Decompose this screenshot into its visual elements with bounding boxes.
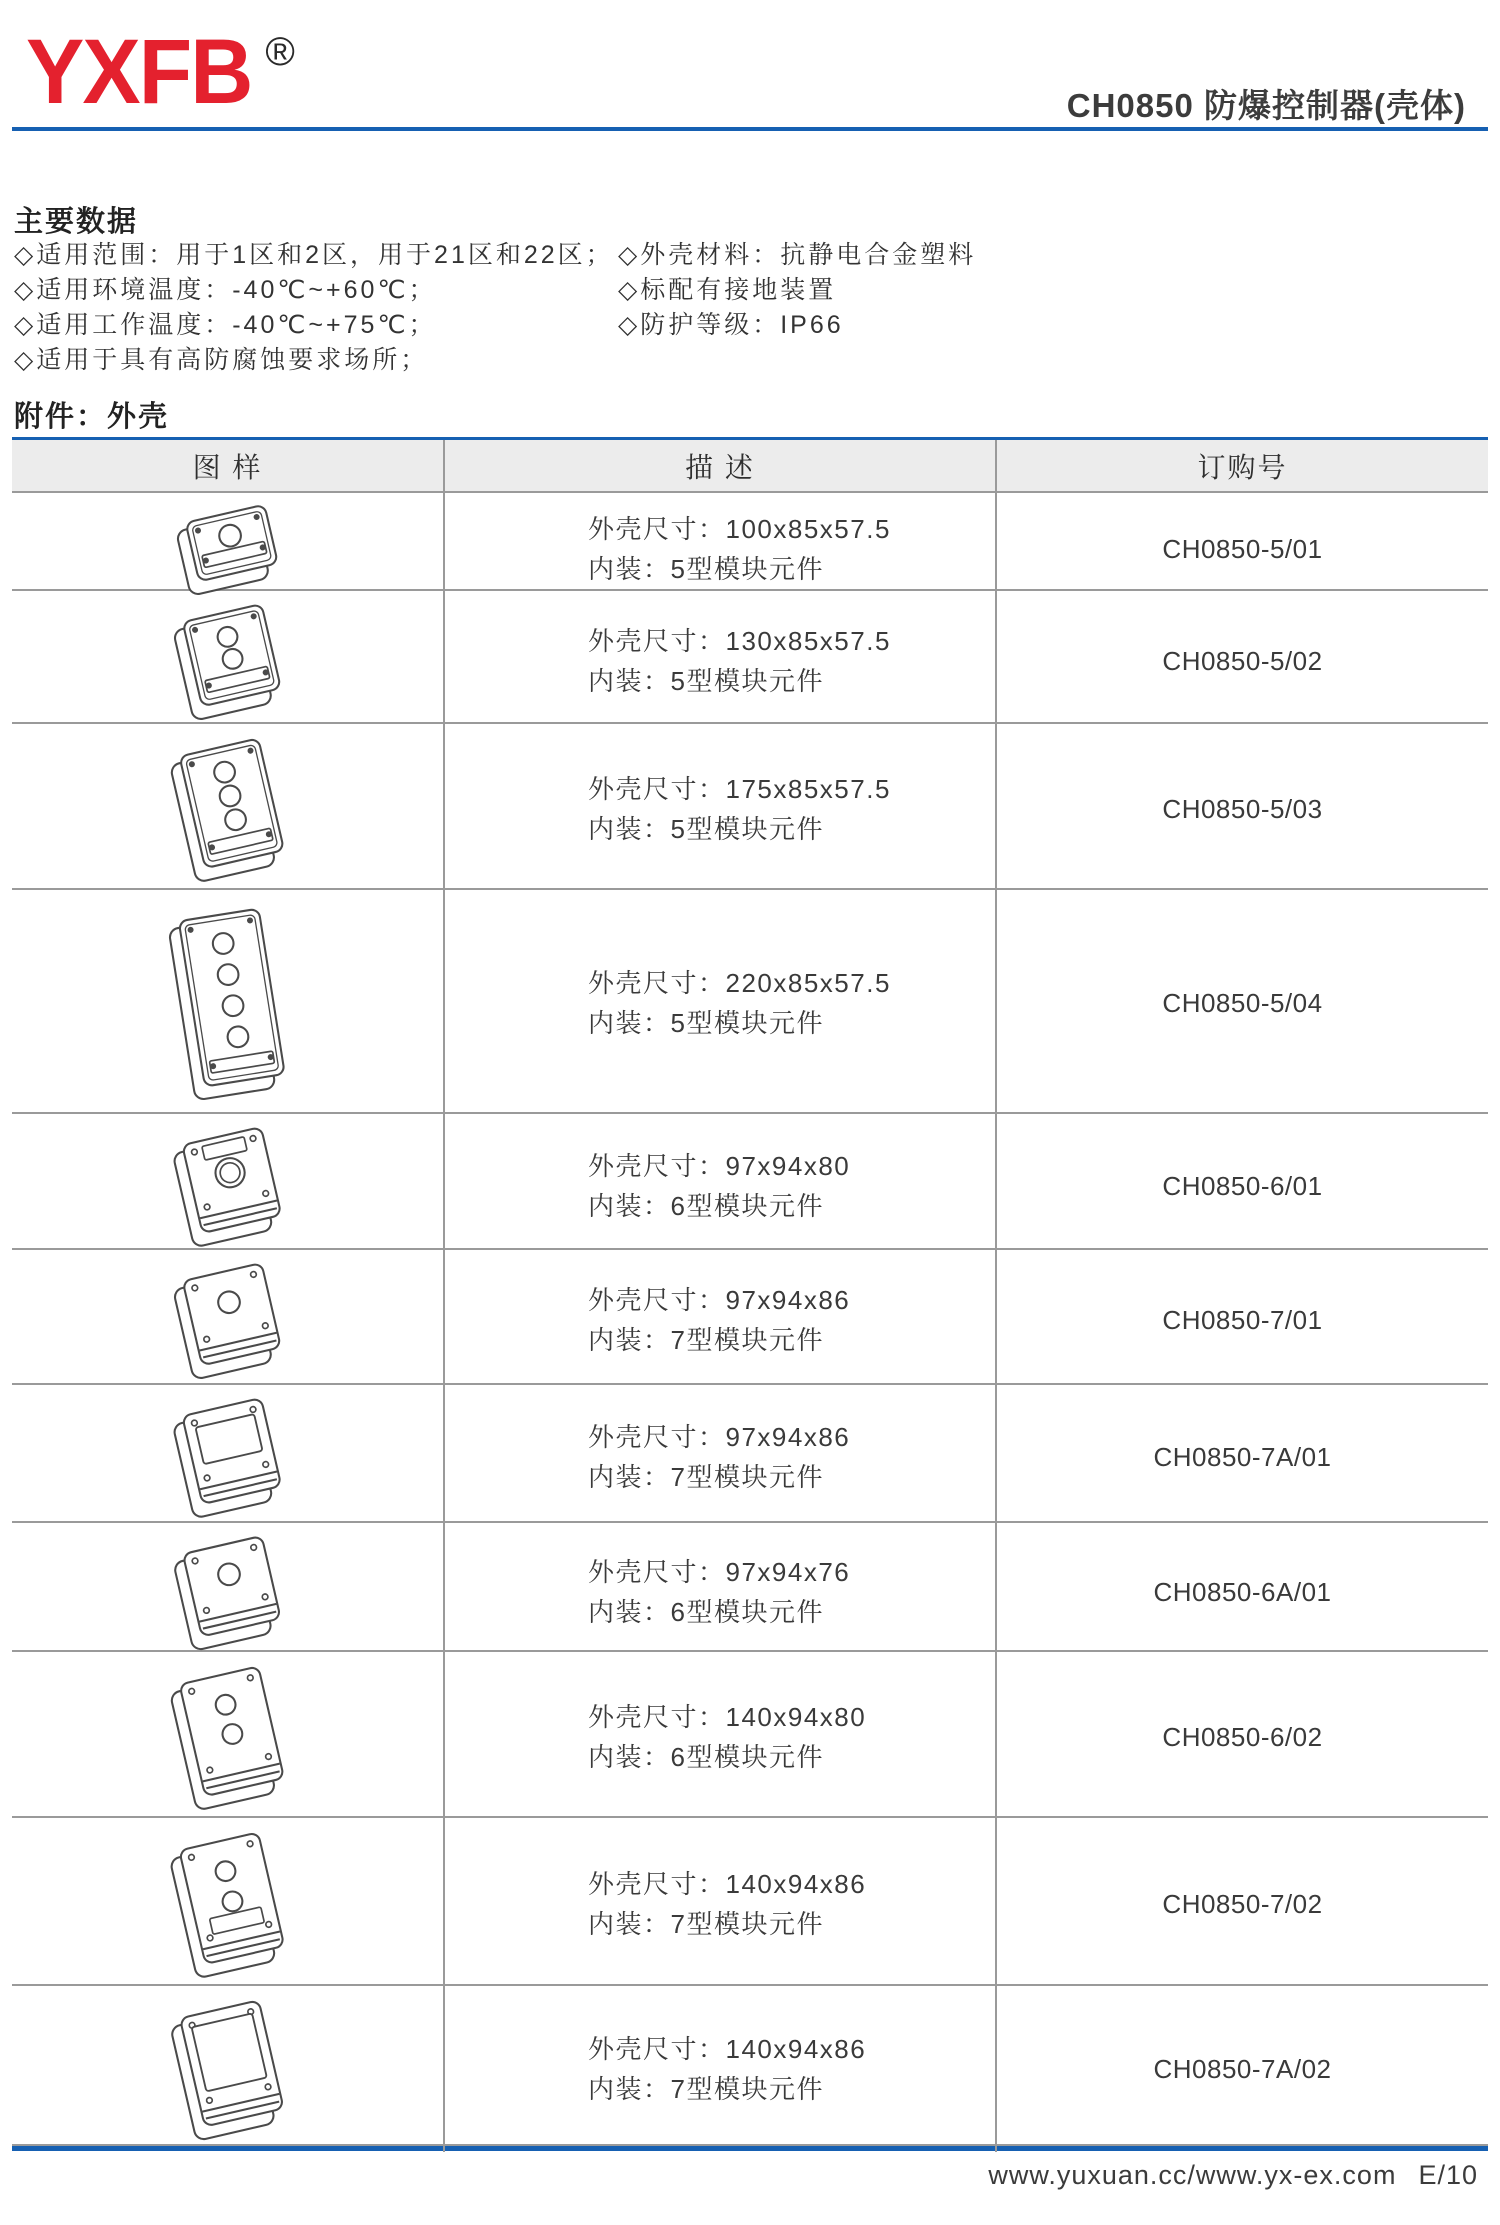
cell-image [12, 1114, 445, 1258]
page-title: CH0850 防爆控制器(壳体) [1066, 87, 1466, 124]
description-size: 外壳尺寸：140x94x86 [588, 1869, 867, 1899]
description-size: 外壳尺寸：175x85x57.5 [588, 774, 891, 804]
cell-order-number: CH0850-7A/02 [1153, 2053, 1332, 2084]
cell-description [445, 493, 997, 605]
cell-description [445, 1114, 997, 1258]
cell-image [12, 1385, 445, 1529]
spec-list-left [14, 238, 614, 378]
description-size: 外壳尺寸：140x94x80 [588, 1702, 867, 1732]
description-module: 内装：6型模块元件 [588, 1597, 824, 1627]
description-size: 外壳尺寸：97x94x86 [588, 1285, 851, 1315]
attachment-heading: 附件：外壳 [14, 401, 170, 433]
description-module: 内装：5型模块元件 [588, 1008, 824, 1038]
cell-order-number: CH0850-7A/01 [1153, 1441, 1332, 1472]
description-size: 外壳尺寸：97x94x76 [588, 1557, 851, 1587]
page-footer [988, 2160, 1478, 2191]
cell-order-number: CH0850-5/02 [1162, 645, 1323, 676]
cell-image [12, 1250, 445, 1390]
main-data-heading: 主要数据 [14, 206, 139, 238]
table-row [12, 1114, 1488, 1250]
enclosure-drawing [157, 729, 299, 889]
description-module: 内装：5型模块元件 [588, 554, 824, 584]
cell-order-number: CH0850-6/01 [1162, 1170, 1323, 1201]
enclosure-drawing [157, 595, 299, 727]
enclosure-drawing [157, 1118, 299, 1253]
cell-description [445, 1250, 997, 1390]
cell-description [445, 1385, 997, 1529]
cell-order-number: CH0850-5/03 [1162, 793, 1323, 824]
description-size: 外壳尺寸：220x85x57.5 [588, 968, 891, 998]
cell-description [445, 724, 997, 894]
description-module: 内装：7型模块元件 [588, 2074, 824, 2104]
cell-order-number: CH0850-7/01 [1162, 1304, 1323, 1335]
enclosure-drawing [157, 1254, 299, 1386]
spec-line-left-2: ◇适用环境温度：-40℃~+60℃； [14, 276, 437, 304]
cell-image [12, 591, 445, 731]
spec-line-right-3: ◇防护等级：IP66 [618, 311, 844, 339]
enclosure-drawing [157, 1991, 299, 2147]
description-size: 外壳尺寸：100x85x57.5 [588, 514, 891, 544]
table-row [12, 890, 1488, 1114]
cell-image [12, 1652, 445, 1822]
enclosure-drawing [157, 1527, 299, 1657]
brand-logo [26, 21, 295, 123]
cell-order-number: CH0850-5/04 [1162, 987, 1323, 1018]
table-row [12, 1250, 1488, 1385]
column-header-image: 图 样 [12, 440, 445, 491]
table-header-row [12, 440, 1488, 493]
cell-order-number: CH0850-6/02 [1162, 1721, 1323, 1752]
cell-description [445, 1652, 997, 1822]
enclosure-drawing [157, 897, 299, 1109]
table-row [12, 1385, 1488, 1523]
column-header-description: 描 述 [445, 440, 997, 491]
cell-image [12, 1986, 445, 2152]
description-size: 外壳尺寸：97x94x86 [588, 1422, 851, 1452]
footer-page-number: E/10 [1418, 2160, 1478, 2190]
cell-image [12, 1818, 445, 1990]
spec-line-right-1: ◇外壳材料：抗静电合金塑料 [618, 241, 977, 269]
cell-description [445, 591, 997, 731]
cell-order-number: CH0850-5/01 [1162, 533, 1323, 564]
brand-logo-text: YXFB [26, 21, 252, 123]
description-module: 内装：6型模块元件 [588, 1191, 824, 1221]
registered-trademark-icon: ® [265, 30, 295, 74]
description-size: 外壳尺寸：130x85x57.5 [588, 626, 891, 656]
description-size: 外壳尺寸：97x94x80 [588, 1151, 851, 1181]
enclosure-drawing [157, 1823, 299, 1985]
enclosure-table [12, 437, 1488, 2151]
description-module: 内装：6型模块元件 [588, 1742, 824, 1772]
column-header-order-no: 订购号 [1197, 451, 1288, 483]
spec-list-right [618, 238, 976, 343]
table-row [12, 1986, 1488, 2146]
description-module: 内装：7型模块元件 [588, 1325, 824, 1355]
enclosure-drawing [157, 1657, 299, 1817]
cell-image [12, 724, 445, 894]
header-divider [12, 127, 1488, 131]
cell-description [445, 1523, 997, 1661]
table-row [12, 724, 1488, 890]
spec-line-left-1: ◇适用范围：用于1区和2区，用于21区和22区； [14, 241, 614, 269]
spec-line-right-2: ◇标配有接地装置 [618, 276, 837, 304]
cell-order-number: CH0850-6A/01 [1153, 1576, 1332, 1607]
description-module: 内装：5型模块元件 [588, 814, 824, 844]
description-module: 内装：7型模块元件 [588, 1462, 824, 1492]
description-size: 外壳尺寸：140x94x86 [588, 2034, 867, 2064]
spec-line-left-4: ◇适用于具有高防腐蚀要求场所； [14, 346, 429, 374]
enclosure-drawing [157, 496, 299, 601]
footer-website: www.yuxuan.cc/www.yx-ex.com [988, 2160, 1397, 2190]
table-row [12, 1652, 1488, 1818]
cell-description [445, 890, 997, 1116]
cell-order-number: CH0850-7/02 [1162, 1888, 1323, 1919]
table-row [12, 493, 1488, 591]
description-module: 内装：5型模块元件 [588, 666, 824, 696]
spec-line-left-3: ◇适用工作温度：-40℃~+75℃； [14, 311, 437, 339]
table-row [12, 591, 1488, 724]
cell-image [12, 890, 445, 1116]
table-row [12, 1523, 1488, 1652]
description-module: 内装：7型模块元件 [588, 1909, 824, 1939]
enclosure-drawing [157, 1389, 299, 1524]
table-row [12, 1818, 1488, 1986]
cell-description [445, 1818, 997, 1990]
cell-description [445, 1986, 997, 2152]
cell-image [12, 493, 445, 605]
cell-image [12, 1523, 445, 1661]
